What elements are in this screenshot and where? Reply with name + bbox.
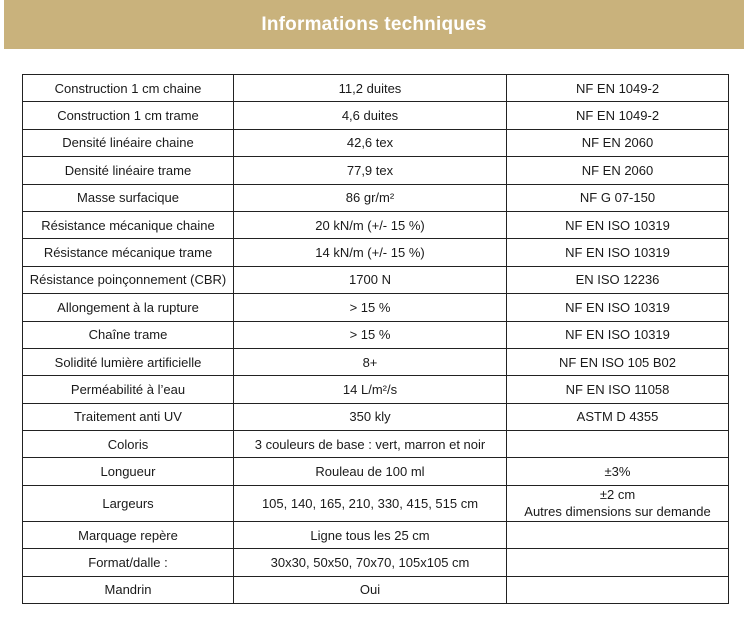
row-label: Densité linéaire trame	[23, 157, 234, 184]
row-norm: NF EN ISO 10319	[507, 211, 729, 238]
technical-specs-table	[22, 74, 729, 604]
row-value: > 15 %	[234, 321, 507, 348]
row-norm: NF EN 2060	[507, 157, 729, 184]
row-value: 8+	[234, 348, 507, 375]
row-label: Résistance mécanique trame	[23, 239, 234, 266]
table-row	[23, 348, 729, 375]
row-label: Format/dalle :	[23, 549, 234, 576]
row-norm	[507, 549, 729, 576]
row-label: Résistance mécanique chaine	[23, 211, 234, 238]
row-value: Rouleau de 100 ml	[234, 458, 507, 485]
row-label: Chaîne trame	[23, 321, 234, 348]
table-row	[23, 376, 729, 403]
table-row	[23, 321, 729, 348]
row-label: Largeurs	[23, 485, 234, 521]
row-label: Perméabilité à l’eau	[23, 376, 234, 403]
header-banner	[4, 0, 744, 49]
row-label: Construction 1 cm chaine	[23, 75, 234, 102]
row-value: Ligne tous les 25 cm	[234, 521, 507, 548]
row-norm: NF EN ISO 10319	[507, 321, 729, 348]
row-norm	[507, 485, 729, 521]
table-row	[23, 549, 729, 576]
row-label: Mandrin	[23, 576, 234, 603]
table-row	[23, 157, 729, 184]
row-value: Oui	[234, 576, 507, 603]
row-label: Solidité lumière artificielle	[23, 348, 234, 375]
page-title: Informations techniques	[261, 13, 487, 35]
row-norm: NF EN ISO 105 B02	[507, 348, 729, 375]
row-norm: NF EN ISO 10319	[507, 239, 729, 266]
table-row	[23, 521, 729, 548]
table-row	[23, 211, 729, 238]
row-value: > 15 %	[234, 294, 507, 321]
table-row	[23, 458, 729, 485]
row-label: Résistance poinçonnement (CBR)	[23, 266, 234, 293]
table-row	[23, 431, 729, 458]
row-label: Masse surfacique	[23, 184, 234, 211]
row-norm-note: Autres dimensions sur demande	[524, 504, 711, 520]
row-value: 11,2 duites	[234, 75, 507, 102]
table-row	[23, 576, 729, 603]
row-value: 77,9 tex	[234, 157, 507, 184]
row-norm: NF EN ISO 10319	[507, 294, 729, 321]
table-row	[23, 266, 729, 293]
table-row	[23, 184, 729, 211]
table-row	[23, 485, 729, 521]
row-norm	[507, 431, 729, 458]
row-value: 30x30, 50x50, 70x70, 105x105 cm	[234, 549, 507, 576]
row-value: 4,6 duites	[234, 102, 507, 129]
row-norm: NF G 07-150	[507, 184, 729, 211]
row-value: 20 kN/m (+/- 15 %)	[234, 211, 507, 238]
row-value: 42,6 tex	[234, 129, 507, 156]
row-value: 105, 140, 165, 210, 330, 415, 515 cm	[234, 485, 507, 521]
table-row	[23, 102, 729, 129]
row-label: Marquage repère	[23, 521, 234, 548]
row-label: Construction 1 cm trame	[23, 102, 234, 129]
row-norm: NF EN 2060	[507, 129, 729, 156]
row-norm: EN ISO 12236	[507, 266, 729, 293]
table-row	[23, 403, 729, 430]
row-norm	[507, 521, 729, 548]
row-norm: ASTM D 4355	[507, 403, 729, 430]
row-norm-tolerance: ±2 cm	[599, 487, 636, 503]
row-value: 14 L/m²/s	[234, 376, 507, 403]
table-row	[23, 129, 729, 156]
row-norm	[507, 576, 729, 603]
row-norm: NF EN 1049-2	[507, 75, 729, 102]
row-value: 350 kly	[234, 403, 507, 430]
row-value: 1700 N	[234, 266, 507, 293]
row-label: Coloris	[23, 431, 234, 458]
row-label: Allongement à la rupture	[23, 294, 234, 321]
row-norm: NF EN ISO 11058	[507, 376, 729, 403]
table-row	[23, 239, 729, 266]
row-value: 14 kN/m (+/- 15 %)	[234, 239, 507, 266]
table-row	[23, 294, 729, 321]
row-label: Densité linéaire chaine	[23, 129, 234, 156]
row-norm: ±3%	[507, 458, 729, 485]
row-label: Longueur	[23, 458, 234, 485]
row-value: 86 gr/m²	[234, 184, 507, 211]
row-label: Traitement anti UV	[23, 403, 234, 430]
row-value: 3 couleurs de base : vert, marron et noir	[234, 431, 507, 458]
row-norm: NF EN 1049-2	[507, 102, 729, 129]
table-row	[23, 75, 729, 102]
